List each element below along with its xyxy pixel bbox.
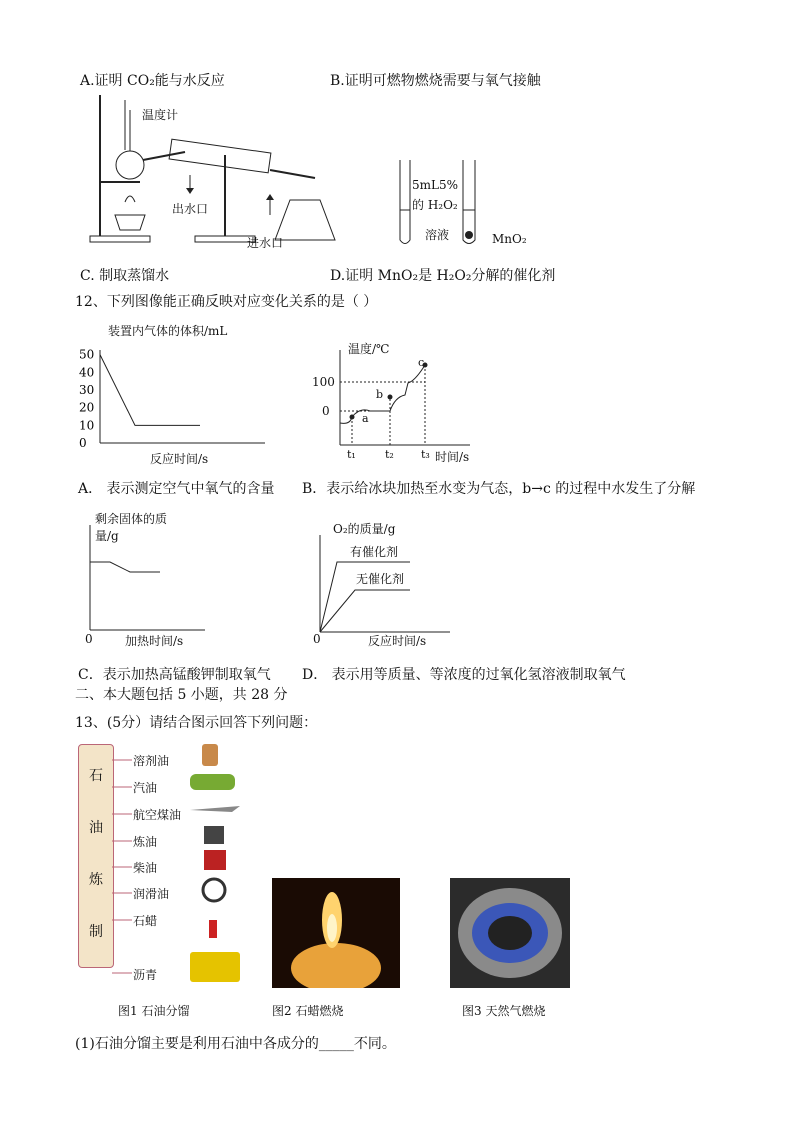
q11-option-c: C. 制取蒸馏水: [80, 268, 170, 284]
chart-b: [310, 345, 490, 460]
product-item: 沥青: [133, 968, 158, 982]
car-icon: [190, 774, 235, 790]
box-char: 制: [89, 924, 103, 940]
legend-with-catalyst: 有催化剂: [350, 545, 399, 559]
chart-a-ytick: 50: [79, 347, 95, 362]
chart-d-origin: 0: [313, 632, 321, 646]
q11-option-a: A.证明 CO₂能与水反应: [80, 73, 225, 89]
chart-b-xtick-t2: t₂: [385, 448, 394, 461]
chart-a-ylabel: 装置内气体的体积/mL: [108, 324, 228, 338]
q12-option-b: B．表示给冰块加热至水变为气态，b→c 的过程中水发生了分解: [302, 481, 696, 497]
chart-b-point-c: c: [418, 356, 425, 369]
roller-icon: [190, 952, 240, 982]
figure-3-caption: 图3 天然气燃烧: [462, 1004, 546, 1018]
legend-without-catalyst: 无催化剂: [356, 572, 405, 586]
product-item: 航空煤油: [133, 808, 182, 822]
chart-a-ytick: 40: [79, 365, 95, 380]
chart-b-point-b: b: [376, 388, 384, 401]
chart-a-ytick: 10: [79, 418, 95, 433]
chart-b-ytick-100: 100: [312, 375, 335, 389]
chart-b-point-a: a: [362, 412, 369, 425]
product-item: 柴油: [133, 861, 158, 875]
section-2-title: 二、本大题包括 5 小题，共 28 分: [75, 687, 288, 703]
oil-barrel-icon: [202, 744, 218, 766]
chart-c-origin: 0: [85, 632, 93, 646]
product-icons: [190, 742, 250, 992]
chart-b-xtick-t1: t₁: [347, 448, 356, 461]
tube-label-3: 溶液: [425, 228, 450, 242]
thermometer-label: 温度计: [142, 108, 179, 122]
chart-b-xlabel: 时间/s: [435, 450, 470, 464]
chart-c-xlabel: 加热时间/s: [125, 634, 184, 648]
chart-c-ylabel: 剩余固体的质量/g: [95, 512, 168, 543]
product-item: 炼油: [133, 835, 158, 849]
chart-b-ylabel: 温度/℃: [348, 342, 390, 356]
chart-b-ytick-0: 0: [322, 404, 330, 418]
mno2-label: MnO₂: [492, 232, 527, 246]
box-char: 油: [89, 820, 103, 836]
lubricant-coil-icon: [203, 879, 225, 901]
petroleum-refining-box: [78, 744, 114, 968]
q11-option-b: B.证明可燃物燃烧需要与氧气接触: [330, 73, 541, 89]
figure-2-caption: 图2 石蜡燃烧: [272, 1004, 344, 1018]
chart-a-ytick: 0: [79, 436, 87, 450]
q12-option-c: C．表示加热高锰酸钾制取氧气: [78, 667, 271, 683]
chart-d-ylabel: O₂的质量/g: [333, 522, 396, 536]
chart-a-ytick: 20: [79, 400, 95, 415]
q13-sub1: (1)石油分馏主要是利用石油中各成分的_____不同。: [75, 1036, 396, 1052]
chart-a-xlabel: 反应时间/s: [150, 452, 209, 466]
box-char: 石: [89, 768, 103, 784]
gas-stove-photo: [450, 878, 570, 988]
figure-1-caption: 图1 石油分馏: [118, 1004, 190, 1018]
q11-option-d: D.证明 MnO₂是 H₂O₂分解的催化剂: [330, 268, 556, 284]
tractor-icon: [204, 850, 226, 870]
q13-stem: 13、(5分）请结合图示回答下列问题：: [75, 715, 318, 731]
product-item: 石蜡: [133, 914, 158, 928]
refinery-icon: [204, 826, 224, 844]
chart-a-ytick: 30: [79, 382, 95, 397]
chart-b-xtick-t3: t₃: [421, 448, 430, 461]
distillation-apparatus: [85, 90, 345, 250]
tube-label-1: 5mL5%: [412, 178, 459, 192]
water-out-label: 出水口: [172, 202, 209, 216]
product-item: 汽油: [133, 781, 158, 795]
water-in-label: 进水口: [247, 236, 284, 250]
q12-stem: 12、下列图像能正确反映对应变化关系的是（ ）: [75, 294, 378, 310]
q12-option-a: A． 表示测定空气中氧气的含量: [78, 481, 275, 497]
chart-c: [80, 520, 210, 635]
q12-option-d: D． 表示用等质量、等浓度的过氧化氢溶液制取氧气: [302, 667, 626, 683]
box-char: 炼: [89, 872, 103, 888]
product-item: 溶剂油: [133, 754, 170, 768]
airplane-icon: [190, 806, 240, 812]
chart-a-series: [100, 355, 200, 426]
candle-icon: [209, 920, 217, 938]
chart-d-xlabel: 反应时间/s: [368, 634, 427, 648]
product-item: 润滑油: [133, 887, 170, 901]
tube-label-2: 的 H₂O₂: [412, 198, 458, 212]
candle-flame-photo: [272, 878, 400, 988]
